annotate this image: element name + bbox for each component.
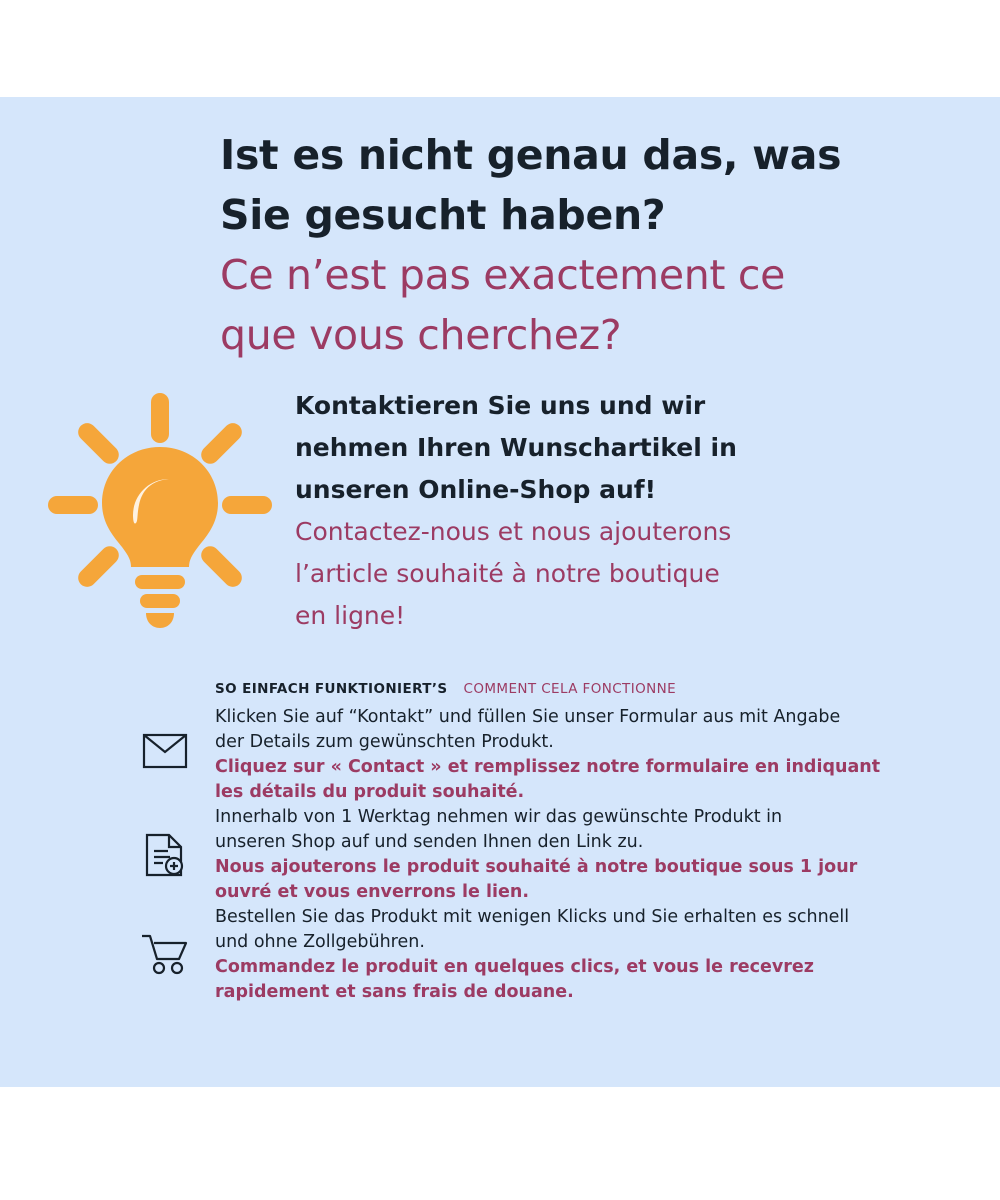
step2-de-line2: unseren Shop auf und senden Ihnen den Link zu. <box>215 832 644 852</box>
step2-de-line1: Innerhalb von 1 Werktag nehmen wir das gewünschte Produkt in <box>215 807 783 827</box>
step-text <box>210 705 940 805</box>
envelope-icon <box>120 705 210 769</box>
step3-de-line1: Bestellen Sie das Produkt mit wenigen Klicks und Sie erhalten es schnell <box>215 907 850 927</box>
headline-de-line2: Sie gesucht haben? <box>220 191 666 239</box>
step-text <box>210 905 940 1005</box>
shopping-cart-icon <box>120 905 210 975</box>
howto-heading-de: SO EINFACH FUNKTIONIERT’S <box>215 681 448 697</box>
howto-heading <box>215 681 676 697</box>
document-add-icon <box>120 805 210 877</box>
subtext-fr-line2: l’article souhaité à notre boutique <box>295 559 720 588</box>
lightbulb-icon <box>40 385 280 635</box>
subtext-de-line2: nehmen Ihren Wunschartikel in <box>295 433 737 462</box>
step1-fr-line2: les détails du produit souhaité. <box>215 782 525 802</box>
headline-de-line1: Ist es nicht genau das, was <box>220 131 842 179</box>
subtext-fr-line3: en ligne! <box>295 601 406 630</box>
step3-de-line2: und ohne Zollgebühren. <box>215 932 425 952</box>
step2-fr-line2: ouvré et vous enverrons le lien. <box>215 882 529 902</box>
step1-de-line1: Klicken Sie auf “Kontakt” und füllen Sie unser Formular aus mit Angabe <box>215 707 841 727</box>
headline-fr-line1: Ce n’est pas exactement ce <box>220 251 786 299</box>
step1-de-line2: der Details zum gewünschten Produkt. <box>215 732 554 752</box>
subtext-de-line1: Kontaktieren Sie uns und wir <box>295 391 706 420</box>
steps-list <box>120 705 940 1005</box>
howto-heading-fr: COMMENT CELA FONCTIONNE <box>463 681 677 697</box>
step2-fr-line1: Nous ajouterons le produit souhaité à notre boutique sous 1 jour <box>215 857 858 877</box>
headline-fr-line2: que vous cherchez? <box>220 311 622 359</box>
list-item <box>120 805 940 905</box>
step-text <box>210 805 940 905</box>
step1-fr-line1: Cliquez sur « Contact » et remplissez notre formulaire en indiquant <box>215 757 881 777</box>
subtext-fr-line1: Contactez-nous et nous ajouterons <box>295 517 732 546</box>
headline-block <box>220 125 920 365</box>
subtext-block <box>295 385 915 637</box>
step3-fr-line2: rapidement et sans frais de douane. <box>215 982 574 1002</box>
step3-fr-line1: Commandez le produit en quelques clics, et vous le recevrez <box>215 957 814 977</box>
subtext-de-line3: unseren Online-Shop auf! <box>295 475 657 504</box>
list-item <box>120 905 940 1005</box>
list-item <box>120 705 940 805</box>
